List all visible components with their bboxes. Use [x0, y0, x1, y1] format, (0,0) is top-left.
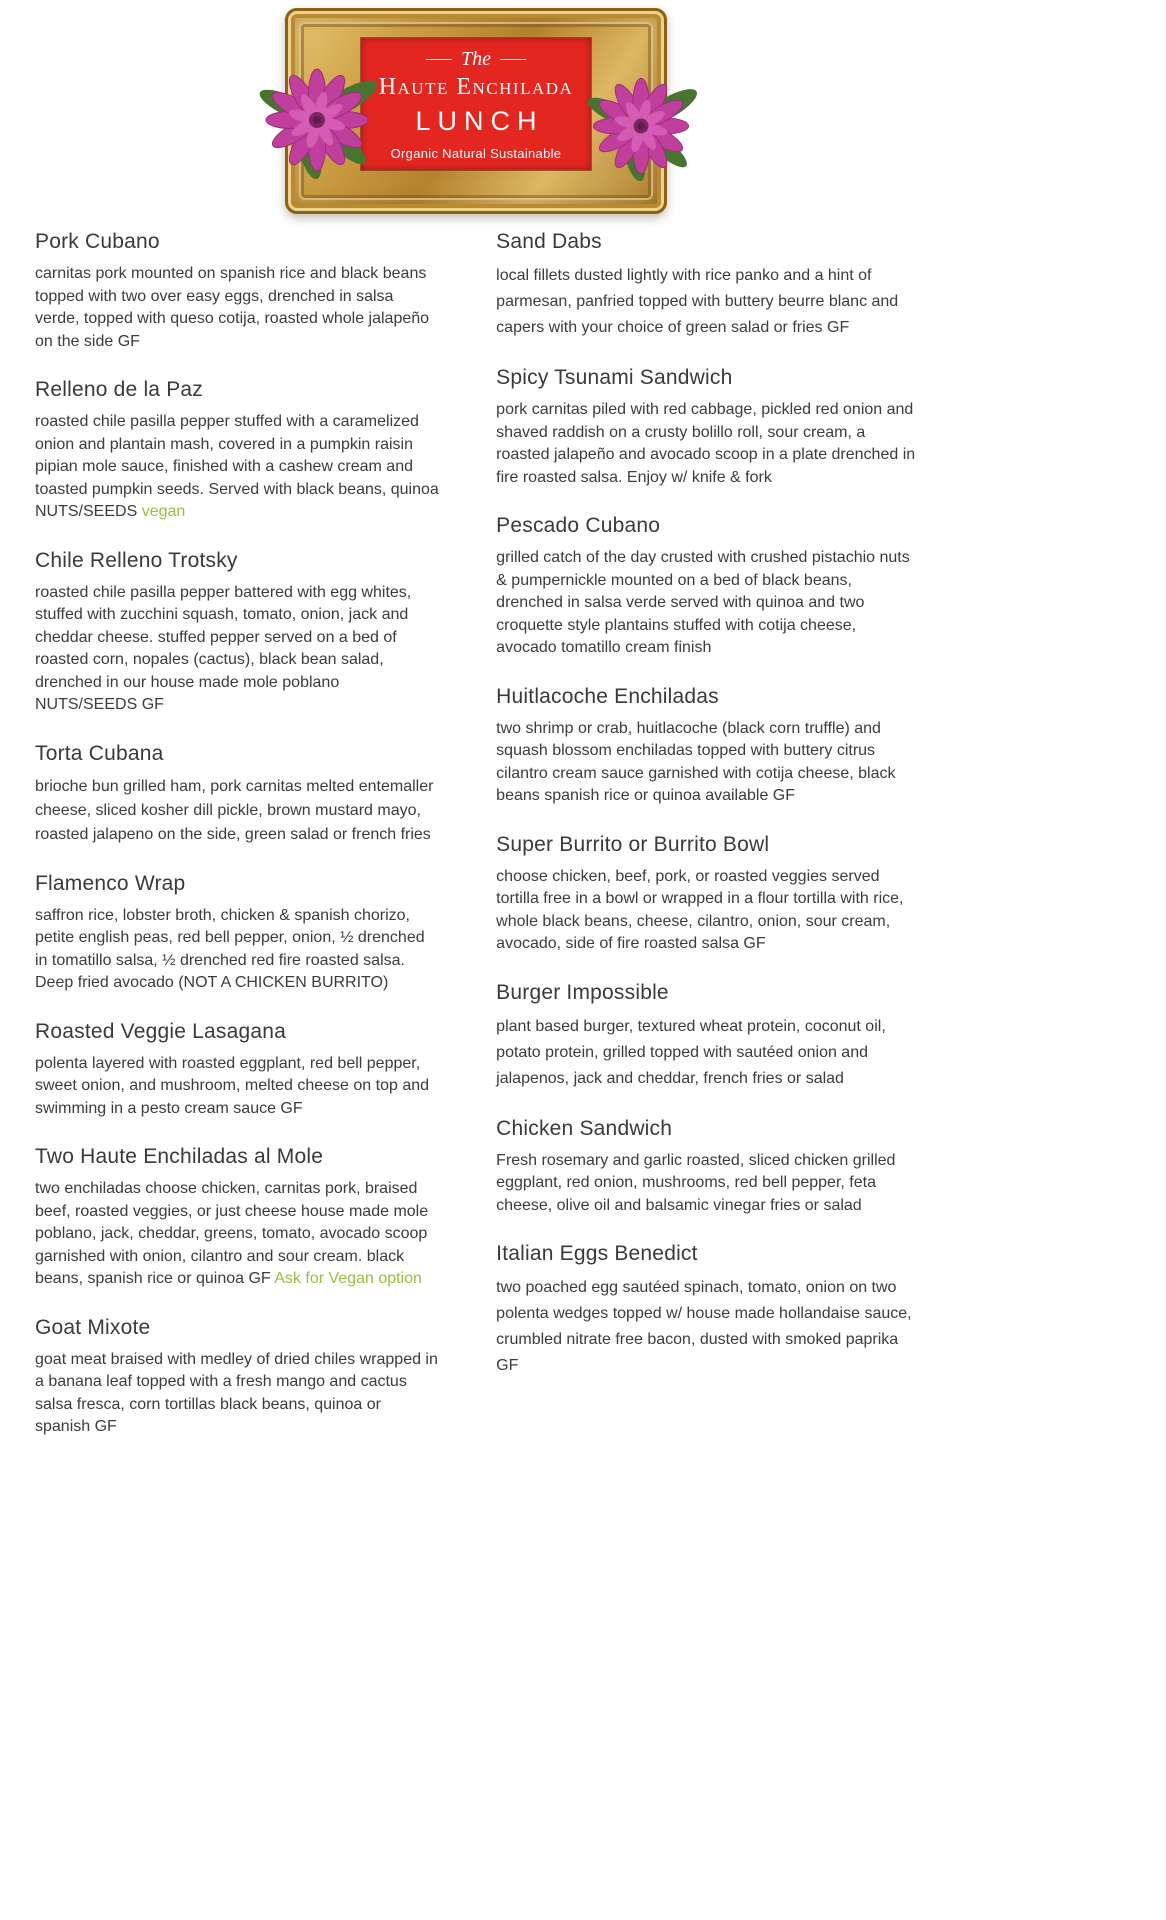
- description-text: grilled catch of the day crusted with crushed pistachio nuts & pumpernickle mounted on a bed of black beans, drenched in salsa verde served with quinoa and two croquette style plantains stuffed with cotija cheese, avocado tomatillo cream finish: [496, 549, 910, 656]
- menu-header: [35, 8, 917, 214]
- menu-item-pescado-cubano: [496, 514, 917, 660]
- description-text: polenta layered with roasted eggplant, red bell pepper, sweet onion, and mushroom, melted cheese on top and swimming in a pesto cream sauce GF: [35, 1054, 430, 1117]
- menu-item-title: Burger Impossible: [496, 980, 669, 1004]
- description-text: two shrimp or crab, huitlacoche (black corn truffle) and squash blossom enchiladas topped with buttery citrus cilantro cream sauce garnished with cotija cheese, black beans spanish rice or quinoa available GF: [496, 719, 896, 804]
- menu-item-pork-cubano: [35, 230, 440, 353]
- menu-item-torta-cubana: [35, 742, 440, 847]
- menu-item-title: Roasted Veggie Lasagana: [35, 1019, 286, 1043]
- menu-item-description: [35, 411, 440, 524]
- menu-item-description: [496, 399, 917, 489]
- description-text: two enchiladas choose chicken, carnitas pork, braised beef, roasted veggies, or just cheese house made mole poblano, jack, cheddar, greens, tomato, avocado scoop garnished with onion, cilantro and sour cream. black beans, spanish rice or quinoa GF: [35, 1180, 429, 1287]
- menu-item-description: [35, 263, 440, 353]
- menu-item-relleno-de-la-paz: [35, 378, 440, 524]
- menu-item-description: [496, 866, 917, 956]
- menu-item-chicken-sandwich: [496, 1117, 917, 1218]
- menu-item-description: [496, 1275, 917, 1379]
- description-text: roasted chile pasilla pepper battered with egg whites, stuffed with zucchini squash, tomato, onion, jack and cheddar cheese. stuffed pepper served on a bed of roasted corn, nopales (cactus), black bean salad, drenched in our house made mole poblano NUTS/SEEDS GF: [35, 583, 412, 713]
- menu-item-goat-mixote: [35, 1316, 440, 1439]
- menu-item-roasted-veggie-lasagana: [35, 1020, 440, 1121]
- menu-item-description: [35, 1178, 440, 1291]
- menu-item-spicy-tsunami-sandwich: [496, 366, 917, 489]
- menu-column-right: [496, 230, 917, 1464]
- menu-item-description: [496, 547, 917, 660]
- menu-title: LUNCH: [415, 105, 544, 136]
- menu-item-description: [496, 718, 917, 808]
- menu-item-super-burrito-or-burrito-bowl: [496, 833, 917, 956]
- menu-item-title: Spicy Tsunami Sandwich: [496, 366, 733, 389]
- menu-item-title: Huitlacoche Enchiladas: [496, 684, 719, 708]
- description-text: pork carnitas piled with red cabbage, pickled red onion and shaved raddish on a crusty bolillo roll, sour cream, a roasted jalapeño and avocado scoop in a plate drenched in fire roasted salsa. Enjoy w/ knife & fork: [496, 401, 916, 486]
- description-text: choose chicken, beef, pork, or roasted veggies served tortilla free in a bowl or wrapped in a flour tortilla with rice, whole black beans, cheese, cilantro, onion, sour cream, avocado, side of fire roasted salsa GF: [496, 867, 904, 952]
- description-text: roasted chile pasilla pepper stuffed with a caramelized onion and plantain mash, covered in a pumpkin raisin pipian mole sauce, finished with a cashew cream and toasted pumpkin seeds. Served with black beans, quinoa NUTS/SEEDS: [35, 413, 439, 520]
- menu-item-title: Two Haute Enchiladas al Mole: [35, 1145, 324, 1168]
- brand-tagline: Organic Natural Sustainable: [390, 145, 562, 161]
- description-text: plant based burger, textured wheat protein, coconut oil, potato protein, grilled topped with sautéed onion and jalapenos, jack and cheddar, french fries or salad: [496, 1017, 886, 1087]
- description-text: Fresh rosemary and garlic roasted, sliced chicken grilled eggplant, red onion, mushrooms, red bell pepper, feta cheese, olive oil and balsamic vinegar fries or salad: [496, 1151, 896, 1214]
- brand-name: Haute Enchilada: [378, 73, 574, 100]
- menu-item-description: [35, 775, 440, 847]
- menu-item-burger-impossible: [496, 981, 917, 1092]
- flower-decoration-right-icon: [585, 70, 697, 182]
- menu-item-sand-dabs: [496, 230, 917, 341]
- menu-item-title: Pork Cubano: [35, 230, 160, 253]
- menu-item-huitlacoche-enchiladas: [496, 685, 917, 808]
- menu-item-italian-eggs-benedict: [496, 1242, 917, 1379]
- menu-item-description: [496, 1014, 917, 1092]
- brand-prefix: The: [461, 47, 491, 70]
- right-rule: [500, 59, 526, 60]
- left-rule: [426, 59, 452, 60]
- menu-item-title: Chile Relleno Trotsky: [35, 548, 238, 572]
- menu-item-title: Goat Mixote: [35, 1315, 151, 1339]
- brand-panel: [361, 38, 591, 170]
- description-text: local fillets dusted lightly with rice panko and a hint of parmesan, panfried topped with buttery beurre blanc and capers with your choice of green salad or fries GF: [496, 267, 899, 336]
- description-text: carnitas pork mounted on spanish rice and black beans topped with two over easy eggs, drenched in salsa verde, topped with queso cotija, roasted whole jalapeño on the side GF: [35, 265, 430, 350]
- menu-columns: [35, 230, 917, 1464]
- menu-column-left: [35, 230, 440, 1464]
- ornate-gold-frame: [285, 8, 667, 214]
- menu-item-description: [35, 1053, 440, 1121]
- menu-item-title: Super Burrito or Burrito Bowl: [496, 832, 770, 856]
- menu-item-title: Torta Cubana: [35, 741, 164, 765]
- description-text: two poached egg sautéed spinach, tomato, onion on two polenta wedges topped w/ house made hollandaise sauce, crumbled nitrate free bacon, dusted with smoked paprika GF: [496, 1279, 912, 1374]
- description-text: brioche bun grilled ham, pork carnitas melted entemaller cheese, sliced kosher dill pickle, brown mustard mayo, roasted jalapeno on the side, green salad or french fries: [35, 777, 434, 843]
- brand-prefix-row: [426, 48, 526, 71]
- menu-item-title: Sand Dabs: [496, 230, 602, 253]
- vegan-note: vegan: [141, 503, 186, 520]
- menu-item-description: [35, 582, 440, 717]
- menu-item-chile-relleno-trotsky: [35, 549, 440, 717]
- vegan-option-note: Ask for Vegan option: [274, 1270, 422, 1287]
- menu-item-title: Italian Eggs Benedict: [496, 1242, 698, 1265]
- flower-decoration-left-icon: [257, 60, 377, 180]
- menu-item-description: [496, 1150, 917, 1218]
- menu-item-title: Chicken Sandwich: [496, 1116, 673, 1140]
- description-text: goat meat braised with medley of dried chiles wrapped in a banana leaf topped with a fresh mango and cactus salsa fresca, corn tortillas black beans, quinoa or spanish GF: [35, 1350, 438, 1435]
- menu-page: [35, 0, 917, 1464]
- menu-item-description: [35, 1349, 440, 1439]
- menu-item-title: Pescado Cubano: [496, 514, 661, 537]
- menu-item-title: Relleno de la Paz: [35, 378, 204, 401]
- menu-item-description: [496, 263, 917, 341]
- description-text: saffron rice, lobster broth, chicken & spanish chorizo, petite english peas, red bell pepper, onion, ½ drenched in tomatillo salsa, ½ drenched red fire roasted salsa. Deep fried avocado (NOT A CHICKEN BURRITO): [35, 906, 425, 991]
- menu-item-two-haute-enchiladas-al-mole: [35, 1145, 440, 1291]
- menu-item-description: [35, 905, 440, 995]
- menu-item-flamenco-wrap: [35, 872, 440, 995]
- menu-item-title: Flamenco Wrap: [35, 871, 186, 895]
